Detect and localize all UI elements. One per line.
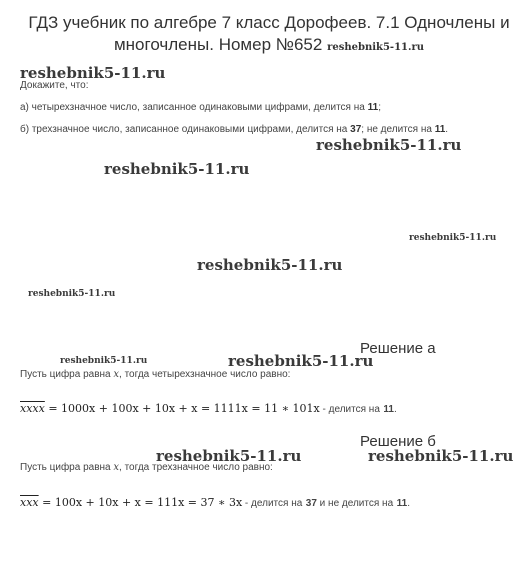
page-title <box>20 12 518 59</box>
solution-b-end: . <box>407 498 411 509</box>
solution-b-heading: Решение б <box>360 433 436 450</box>
watermark: reshebnik5-11.ru <box>60 356 148 366</box>
solution-a-equation: = 1000x + 100x + 10x + x = 1111x = 11 ∗ 101x <box>44 402 320 415</box>
task-a-number: 11 <box>367 102 379 113</box>
task-b-number-2: 11 <box>434 124 446 135</box>
watermark: reshebnik5-11.ru <box>228 352 374 370</box>
watermark: reshebnik5-11.ru <box>197 256 343 274</box>
solution-b-overline-number: $\overline{xxx}$ <box>20 496 39 509</box>
watermark: reshebnik5-11.ru <box>156 447 302 465</box>
solution-b-intro-2: , тогда трехзначное число равно: <box>119 462 273 473</box>
solution-b-intro <box>20 462 273 473</box>
solution-b-tail: - делится на <box>242 498 303 509</box>
task-a-end: ; <box>378 102 381 113</box>
watermark: reshebnik5-11.ru <box>104 160 250 178</box>
solution-b-number-1: 37 <box>305 498 317 509</box>
solution-a-variable: x <box>113 369 120 380</box>
solution-a-intro <box>20 369 290 380</box>
watermark: reshebnik5-11.ru <box>20 64 166 82</box>
solution-b-number-2: 11 <box>396 498 408 509</box>
task-b-end: . <box>445 124 449 135</box>
task-item-b <box>20 124 448 135</box>
solution-b-intro-1: Пусть цифра равна <box>20 462 111 473</box>
watermark: reshebnik5-11.ru <box>28 289 116 299</box>
solution-b-formula <box>20 496 410 509</box>
solution-a-intro-1: Пусть цифра равна <box>20 369 111 380</box>
solution-a-number: 11 <box>383 404 394 415</box>
task-b-mid: ; не делится на <box>361 124 432 135</box>
task-a-text: а) четырехзначное число, записанное одинаковыми цифрами, делится на <box>20 102 365 113</box>
solution-a-intro-2: , тогда четырехзначное число равно: <box>119 369 291 380</box>
solution-a-end: . <box>393 404 397 415</box>
solution-a-formula <box>20 402 397 415</box>
watermark: reshebnik5-11.ru <box>368 447 514 465</box>
solution-b-variable: x <box>113 462 120 473</box>
task-b-text: б) трехзначное число, записанное одинаковыми цифрами, делится на <box>20 124 348 135</box>
title-watermark: reshebnik5-11.ru <box>327 42 425 53</box>
page-title-text: ГДЗ учебник по алгебре 7 класс Дорофеев. 7.1 Одночлены и многочлены. Номер №652 <box>28 13 510 54</box>
solution-a-heading: Решение а <box>360 340 436 357</box>
solution-a-tail: - делится на <box>319 404 380 415</box>
watermark: reshebnik5-11.ru <box>409 233 497 243</box>
task-item-a <box>20 102 381 113</box>
task-b-number-1: 37 <box>350 124 362 135</box>
solution-b-mid: и не делится на <box>316 498 394 509</box>
solution-a-overline-number: xxxx <box>20 402 45 415</box>
task-prompt: Докажите, что: <box>20 80 89 91</box>
solution-b-equation: = 100x + 10x + x = 111x = 37 ∗ 3x <box>38 496 243 509</box>
watermark: reshebnik5-11.ru <box>316 136 462 154</box>
